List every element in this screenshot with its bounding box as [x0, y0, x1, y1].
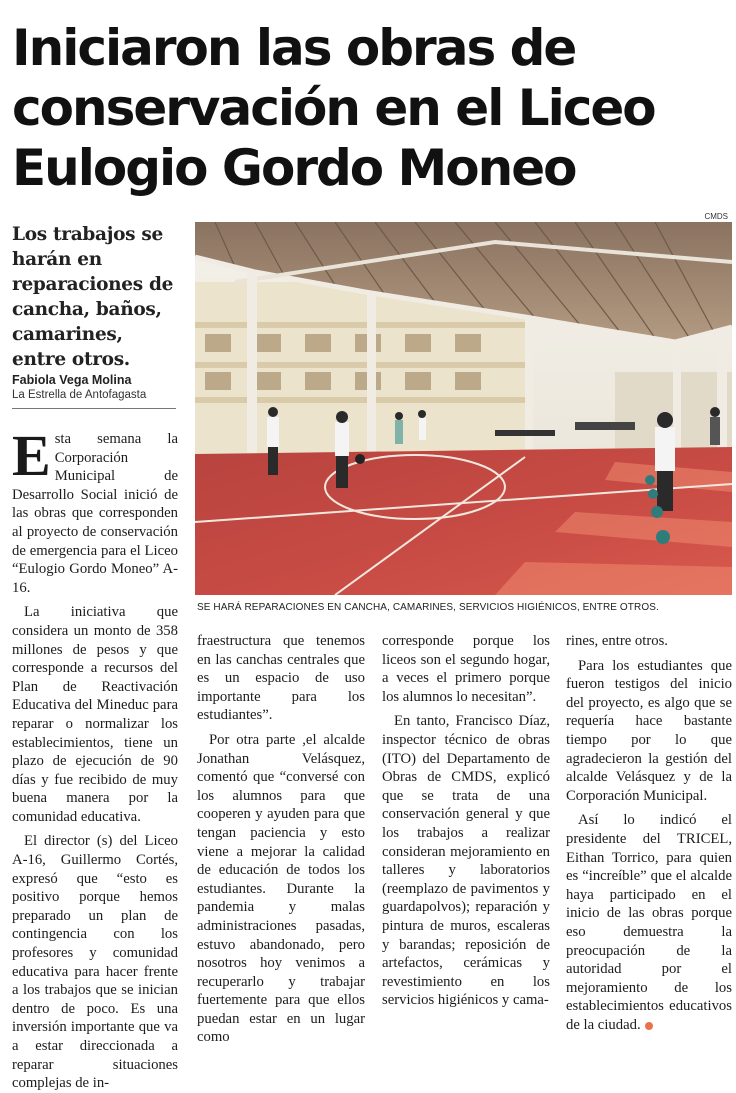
- column-2: [367, 292, 376, 452]
- column-1: [247, 270, 257, 455]
- author-name: Fabiola Vega Molina: [12, 373, 132, 387]
- paragraph-5-continued: rines, entre otros.: [566, 633, 668, 649]
- paragraph-1: [12, 423, 178, 597]
- drop-cap: E: [12, 423, 51, 488]
- column-1-text: [12, 423, 178, 1093]
- column-3-text: [382, 632, 550, 1010]
- paragraph-1-text: sta semana la Corporación Municipal de Desarrollo Social inició de las obras que corresponden al proyecto de conservación de emergencia para el Liceo “Eulogio Gordo Moneo” A-16.: [12, 431, 178, 596]
- photo-credit: CMDS: [704, 212, 728, 221]
- ball: [355, 454, 365, 464]
- end-mark-icon: [645, 1022, 653, 1030]
- paragraph-7: [566, 811, 732, 1034]
- paragraph-3: El director (s) del Liceo A-16, Guillermo Cortés, expresó que “esto es positivo porque hemos preparado un plan de contingencia con los profesores y comunidad educativa para hacer frente a los trabajos que se inician dentro de poco. Es una inversión importante que va a estar direccionada a reparar situaciones complejas de in-: [12, 833, 178, 1092]
- column-4-text: [566, 632, 732, 1034]
- headline-line-3: Eulogio Gordo Moneo: [12, 139, 576, 197]
- publication-name: La Estrella de Antofagasta: [12, 389, 147, 401]
- paragraph-7-text: Así lo indicó el presidente del TRICEL, Eithan Torrico, para quien es “increíble” que el alcalde haya participado en el inicio de las obras porque eso demuestra la preocupación de la autoridad por el mejoramiento de los establecimientos educativos de la ciudad.: [566, 812, 732, 1033]
- byline-divider: [12, 408, 176, 409]
- paragraph-3-continued: fraestructura que tenemos en las canchas centrales que es un espacio de uso importante para los estudiantes”.: [197, 633, 365, 724]
- lead-paragraph: Los trabajos se harán en reparaciones de cancha, baños, camarines, entre otros.: [12, 224, 174, 370]
- photo-caption: SE HARÁ REPARACIONES EN CANCHA, CAMARINES, SERVICIOS HIGIÉNICOS, ENTRE OTROS.: [197, 602, 659, 613]
- headline: [12, 18, 727, 198]
- building-floor-band-2: [195, 362, 525, 368]
- school-court-photo: [195, 222, 732, 595]
- column-2-text: [197, 632, 365, 1047]
- headline-line-2: conservación en el Liceo: [12, 79, 655, 137]
- paragraph-2: La iniciativa que considera un monto de 358 millones de pesos y que corresponde a recursos del Plan de Reactivación Educativa del Mineduc para reparar o normalizar los establecimientos, tiene un plazo de ejecución de 90 días y fue recibido de muy buena manera por la comunidad educativa.: [12, 604, 178, 825]
- paragraph-4-continued: corresponde porque los liceos son el segundo hogar, a veces el primero porque los alumnos lo necesitan”.: [382, 633, 550, 705]
- paragraph-5: En tanto, Francisco Díaz, inspector técnico de obras (ITO) del Departamento de Obras de CMDS, explicó que se trata de una conservación general y que los trabajos a realizar consideran mejoramiento en talleres y laboratorios (reemplazo de pavimentos y guardapolvos); reparación y pintura de muros, escaleras y barandas; reposición de artefactos, cerámicas y revestimiento en los servicios higiénicos y cama-: [382, 713, 550, 1009]
- paragraph-6: Para los estudiantes que fueron testigos del inicio del proyecto, es algo que se requería hace bastante tiempo por lo que agradecieron la gestión del alcalde Velásquez y de la Corporación Municipal.: [566, 657, 732, 804]
- building-floor-band-3: [195, 397, 525, 403]
- headline-line-1: Iniciaron las obras de: [12, 19, 576, 77]
- building-floor-band-1: [195, 322, 525, 328]
- paragraph-4: Por otra parte ,el alcalde Jonathan Velásquez, comentó que “conversé con los alumnos para que cooperen y ayuden para que tengan paciencia y esto viene a mejorar la calidad de educación de todos los estudiantes. Durante la pandemia y malas administraciones pasadas, estuvo abandonado, pero nosotros hoy venimos a recuperarlo y trabajar fuertemente para que ellos puedan estar en un lugar como: [197, 731, 365, 1046]
